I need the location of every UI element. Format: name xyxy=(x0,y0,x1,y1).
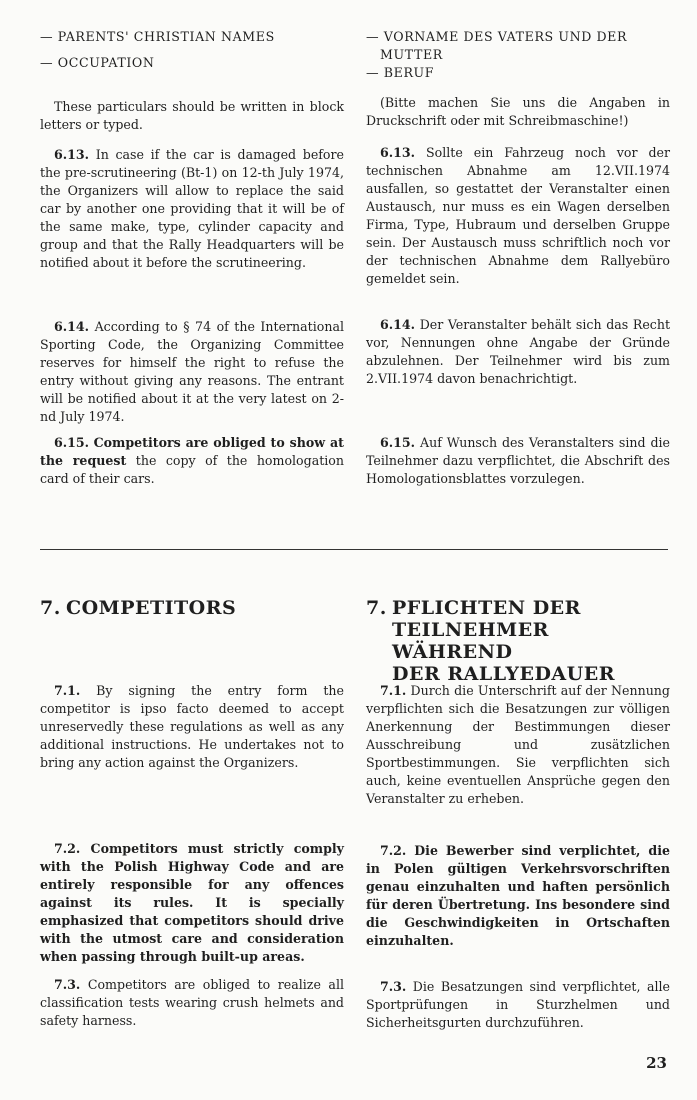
parents-names-field-de xyxy=(366,28,670,82)
paragraph-number: 6.13. xyxy=(54,147,90,162)
paragraph-number: 7.1. xyxy=(54,683,81,698)
paragraph-number: 7.2. xyxy=(54,841,81,856)
paragraph-number: 6.14. xyxy=(380,317,416,332)
paragraph-text: Durch die Unterschrift auf der Nennung verpflichten sich die Besatzungen zur völligen Anerkennung der Bestimmungen dieser Ausschreibung und zusätzlichen Sportbestimmungen. Sie verpflichten sich auch, keine eventuellen Ansprüche gegen den Veranstalter zu erheben. xyxy=(366,683,670,806)
paragraph-text: By signing the entry form the competitor is ipso facto deemed to accept unreservedly these regulations as well as any additional instructions. He undertakes not to bring any action against the Organizers. xyxy=(40,683,344,770)
note-text: These particulars should be written in block letters or typed. xyxy=(40,99,344,132)
paragraph-text: Competitors are obliged to realize all classification tests wearing crush helmets and safety harness. xyxy=(40,977,344,1028)
paragraph-text: Die Bewerber sind verplichtet, die in Polen gültigen Verkehrsvorschriften genau einzuhalten und haften persönlich für deren Übertretung. Ins besondere sind die Geschwindigkeiten in Ortschaften einzuhalten. xyxy=(366,843,670,948)
paragraph-6-13-de xyxy=(366,144,670,288)
block-letters-note-en xyxy=(40,98,344,134)
paragraph-bold-text: Competitors are obliged to show at the request xyxy=(40,435,344,468)
paragraph-7-2-en xyxy=(40,840,344,966)
field-label: — VORNAME DES VATERS UND DER MUTTER xyxy=(366,29,628,62)
paragraph-7-3-de xyxy=(366,978,670,1032)
block-letters-note-de xyxy=(366,94,670,130)
paragraph-number: 6.15. xyxy=(54,435,90,450)
paragraph-number: 7.1. xyxy=(380,683,407,698)
heading-number: 7. xyxy=(40,597,61,619)
paragraph-number: 7.3. xyxy=(380,979,407,994)
section-heading-de xyxy=(366,597,676,685)
paragraph-text: According to § 74 of the International Sporting Code, the Organizing Committee reserves for himself the right to refuse the entry without giving any reasons. The entrant will be notified about it at the very latest on 2-nd July 1974. xyxy=(40,319,344,424)
paragraph-text: the copy of the homologation card of their cars. xyxy=(40,453,344,486)
heading-line: DER RALLYEDAUER xyxy=(392,663,616,685)
paragraph-number: 6.15. xyxy=(380,435,416,450)
paragraph-7-3-en xyxy=(40,976,344,1030)
paragraph-6-15-de xyxy=(366,434,670,488)
parents-names-field-en xyxy=(40,28,344,72)
page-number: 23 xyxy=(646,1054,667,1072)
paragraph-6-15-en xyxy=(40,434,344,488)
paragraph-number: 6.13. xyxy=(380,145,416,160)
paragraph-6-14-en xyxy=(40,318,344,426)
heading-line: PFLICHTEN DER xyxy=(392,597,581,619)
paragraph-number: 7.2. xyxy=(380,843,407,858)
heading-text: COMPETITORS xyxy=(66,597,237,619)
field-label: — BERUF xyxy=(366,65,435,80)
paragraph-text: In case if the car is damaged before the pre-scrutineering (Bt-1) on 12-th July 1974, the Organizers will allow to replace the said car by another one providing that it will be of the same make, type, cylinder capacity and group and that the Rally Headquarters will be notified about it before the scrutineering. xyxy=(40,147,344,270)
paragraph-text: Sollte ein Fahrzeug noch vor der technischen Abnahme am 12.VII.1974 ausfallen, so gestattet der Veranstalter einen Austausch, nur muss es ein Wagen derselben Firma, Type, Hubraum und derselben Gruppe sein. Der Austausch muss schriftlich noch vor der technischen Abnahme dem Rallyebüro gemeldet sein. xyxy=(366,145,670,286)
paragraph-number: 7.3. xyxy=(54,977,81,992)
section-divider xyxy=(40,549,668,550)
paragraph-text: Die Besatzungen sind verpflichtet, alle Sportprüfungen in Sturzhelmen und Sicherheitsgurten durchzuführen. xyxy=(366,979,670,1030)
paragraph-7-1-de xyxy=(366,682,670,808)
note-text: (Bitte machen Sie uns die Angaben in Druckschrift oder mit Schreibmaschine!) xyxy=(366,95,670,128)
paragraph-6-14-de xyxy=(366,316,670,388)
paragraph-text: Auf Wunsch des Veranstalters sind die Teilnehmer dazu verpflichtet, die Abschrift des Homologationsblattes vorzulegen. xyxy=(366,435,670,486)
paragraph-number: 6.14. xyxy=(54,319,90,334)
section-heading-en xyxy=(40,597,340,619)
paragraph-text: Der Veranstalter behält sich das Recht vor, Nennungen ohne Angabe der Gründe abzulehnen. Der Teilnehmer wird bis zum 2.VII.1974 davon benachrichtigt. xyxy=(366,317,671,386)
paragraph-7-1-en xyxy=(40,682,344,772)
field-label: — OCCUPATION xyxy=(40,55,155,70)
heading-line: TEILNEHMER WÄHREND xyxy=(392,619,549,663)
paragraph-7-2-de xyxy=(366,842,670,950)
heading-number: 7. xyxy=(366,597,387,619)
paragraph-6-13-en xyxy=(40,146,344,272)
paragraph-text: Competitors must strictly comply with the Polish Highway Code and are entirely responsible for any offences against its rules. It is specially emphasized that competitors should drive with the utmost care and consideration when passing through built-up areas. xyxy=(40,841,344,964)
field-label: — PARENTS' CHRISTIAN NAMES xyxy=(40,29,275,44)
